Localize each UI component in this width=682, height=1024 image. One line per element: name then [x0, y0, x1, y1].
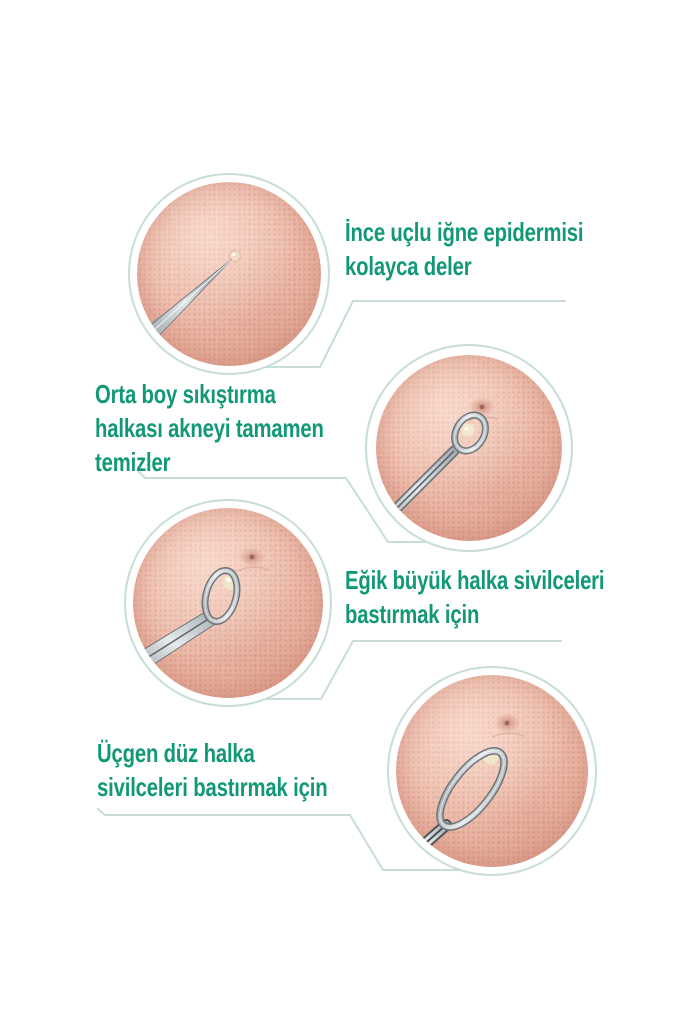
caption-line: Eğik büyük halka sivilceleri [345, 565, 605, 595]
photo-ring-fine-needle [128, 173, 330, 375]
caption-line: halkası akneyi tamamen [95, 413, 324, 443]
caption-line: İnce uçlu iğne epidermisi [345, 217, 584, 247]
caption-line: kolayca deler [345, 251, 472, 281]
caption-line: Orta boy sıkıştırma [95, 379, 276, 409]
caption-line: bastırmak için [345, 599, 480, 629]
caption-line: Üçgen düz halka [97, 738, 255, 768]
large-loop-tool-graphic [396, 675, 588, 867]
photo-ring-triangular-flat-ring [387, 666, 597, 876]
angled-loop-tool-graphic [133, 508, 323, 698]
photo-small-loop-on-skin [376, 355, 562, 541]
caption-line: sivilceleri bastırmak için [97, 772, 328, 802]
caption-line: temizler [95, 447, 171, 477]
needle-tool-graphic [137, 182, 321, 366]
photo-needle-on-skin [137, 182, 321, 366]
small-loop-tool-graphic [376, 355, 562, 541]
photo-large-loop-on-skin [396, 675, 588, 867]
photo-ring-medium-squeeze-ring [365, 344, 573, 552]
caption-triangular-flat-ring [97, 736, 392, 804]
caption-angled-big-ring [345, 563, 678, 631]
caption-medium-squeeze-ring [95, 377, 388, 479]
caption-fine-needle [345, 215, 651, 283]
photo-angled-loop-on-skin [133, 508, 323, 698]
photo-ring-angled-big-ring [124, 499, 332, 707]
